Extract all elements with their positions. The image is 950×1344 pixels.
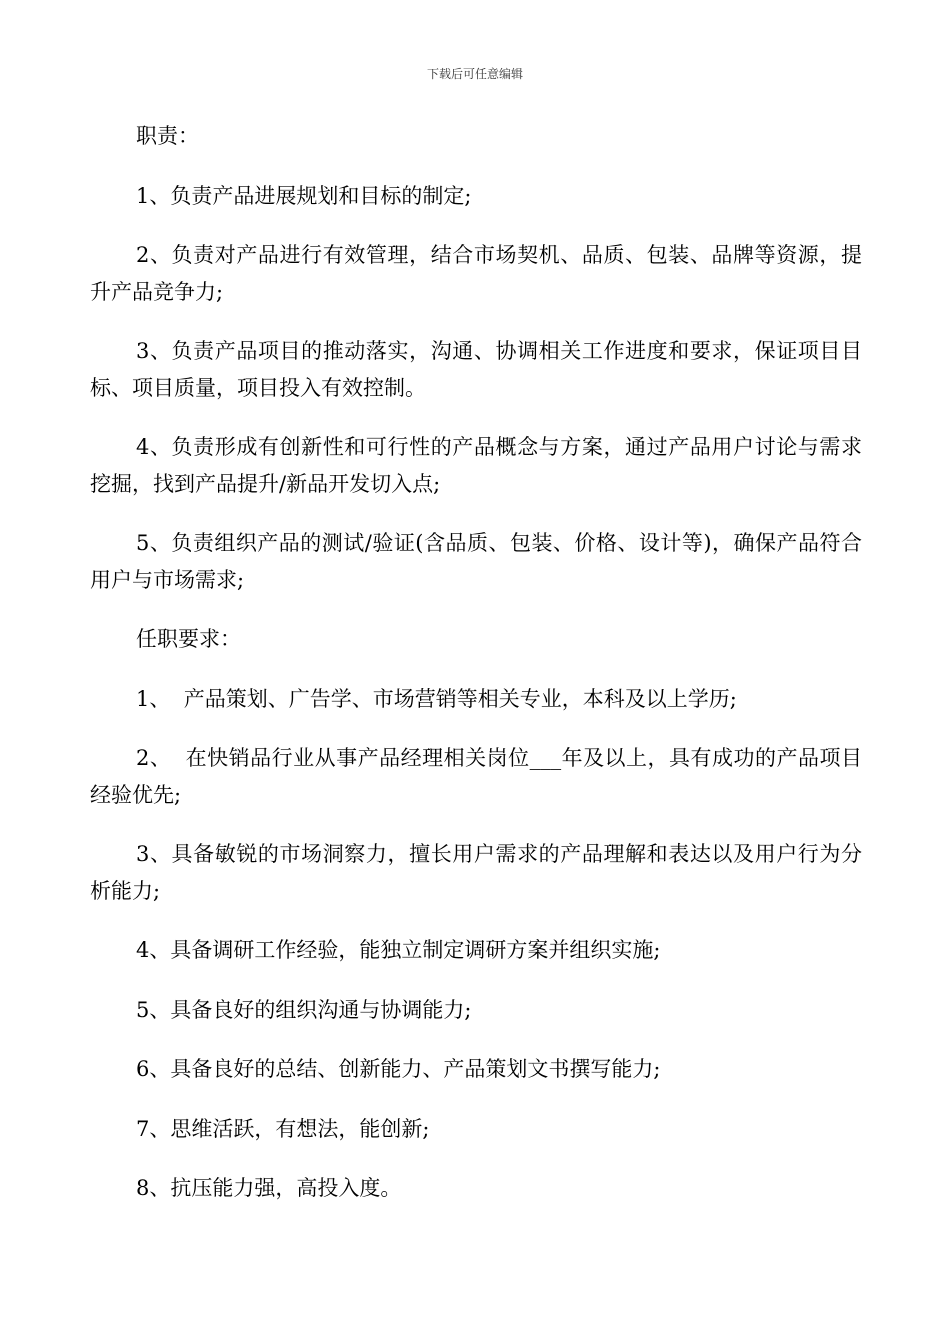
duty-item-1: 1、负责产品进展规划和目标的制定; <box>136 183 472 208</box>
duty-item-5: 5、负责组织产品的测试/验证(含品质、包装、价格、设计等)，确保产品符合用户与市场需求; <box>90 531 862 592</box>
requirement-item-1: 1、 产品策划、广告学、市场营销等相关专业，本科及以上学历; <box>136 686 737 711</box>
header-note: 下载后可任意编辑 <box>426 67 523 81</box>
document-body <box>90 118 862 1230</box>
section-heading-duties: 职责： <box>136 124 199 148</box>
requirement-item-7: 7、思维活跃，有想法，能创新; <box>136 1116 430 1141</box>
requirement-item-3: 3、具备敏锐的市场洞察力，擅长用户需求的产品理解和表达以及用户行为分析能力; <box>90 842 862 903</box>
requirement-item-2: 2、 在快销品行业从事产品经理相关岗位___年及以上，具有成功的产品项目经验优先; <box>90 746 862 807</box>
requirement-item-5: 5、具备良好的组织沟通与协调能力; <box>136 997 472 1022</box>
duty-item-4: 4、负责形成有创新性和可行性的产品概念与方案，通过产品用户讨论与需求挖掘，找到产品提升/新品开发切入点; <box>90 435 862 496</box>
duty-item-3: 3、负责产品项目的推动落实，沟通、协调相关工作进度和要求，保证项目目标、项目质量，项目投入有效控制。 <box>90 339 862 400</box>
section-heading-requirements: 任职要求： <box>136 627 241 651</box>
requirement-item-4: 4、具备调研工作经验，能独立制定调研方案并组织实施; <box>136 938 661 962</box>
requirement-item-6: 6、具备良好的总结、创新能力、产品策划文书撰写能力; <box>136 1057 661 1081</box>
duty-item-2: 2、负责对产品进行有效管理，结合市场契机、品质、包装、品牌等资源，提升产品竞争力; <box>90 243 862 304</box>
requirement-item-8: 8、抗压能力强，高投入度。 <box>136 1176 402 1200</box>
